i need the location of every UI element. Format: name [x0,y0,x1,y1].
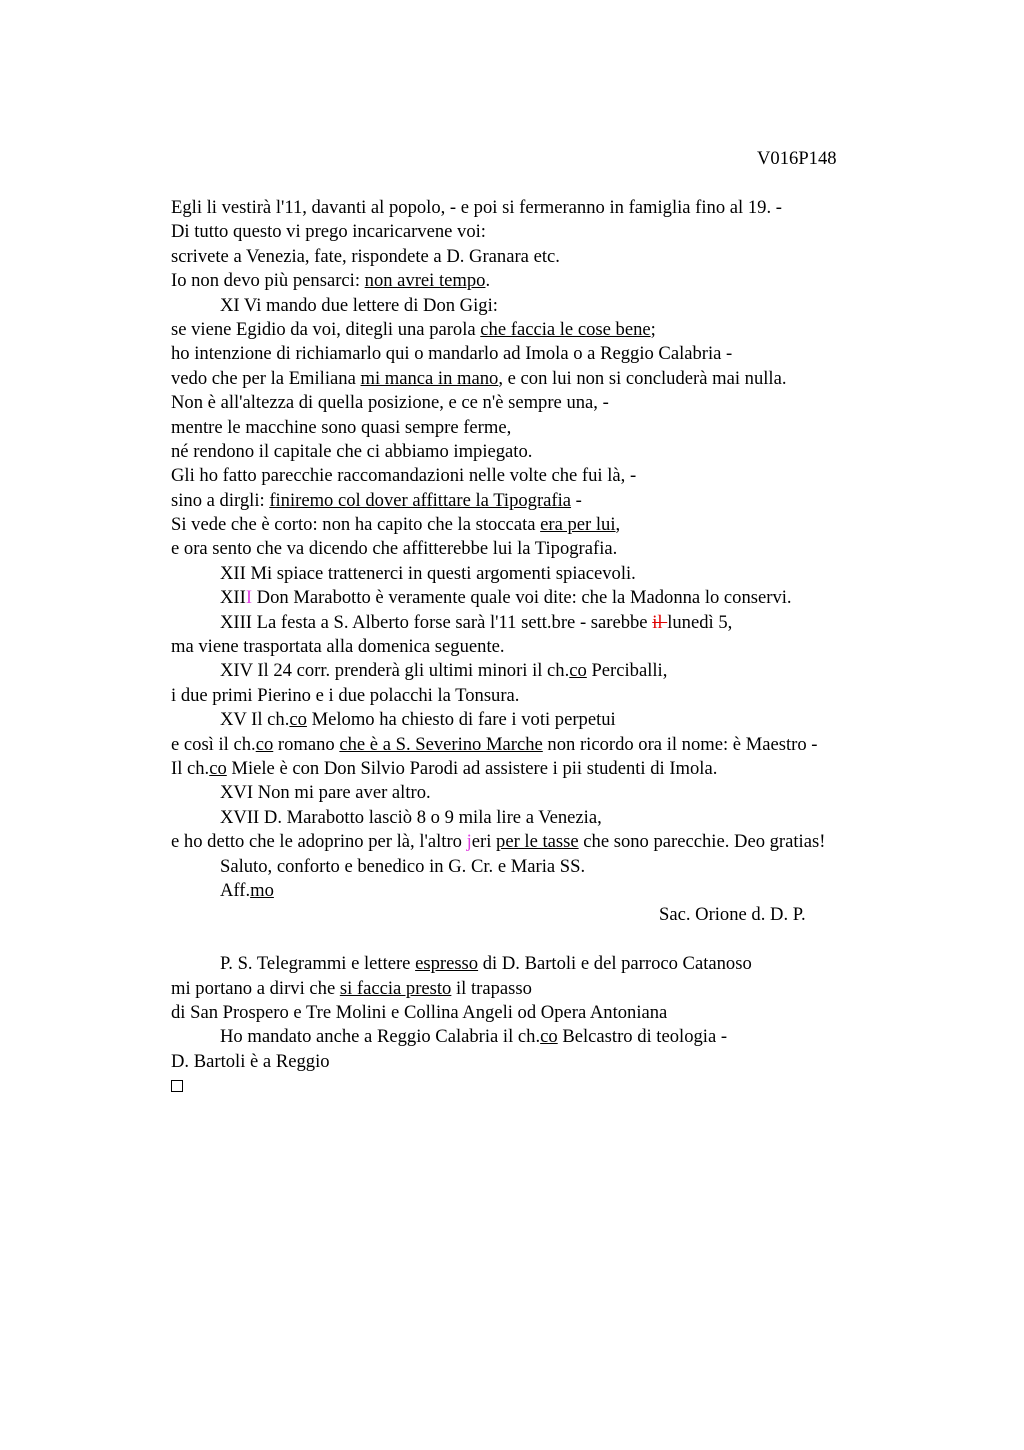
text-line: mi portano a dirvi che si faccia presto il trapasso [171,977,532,999]
text-line: XV Il ch.co Melomo ha chiesto di fare i voti perpetui [220,709,616,731]
text-line: Di tutto questo vi prego incaricarvene voi: [171,221,486,243]
underlined-text: finiremo col dover affittare la Tipografia [269,489,572,511]
text-line: e così il ch.co romano che è a S. Severino Marche non ricordo ora il nome: è Maestro - [171,733,818,755]
underlined-text: co [209,757,227,779]
text-line: e ora sento che va dicendo che affitterebbe lui la Tipografia. [171,538,618,560]
underlined-text: per le tasse [496,831,579,853]
signature: Sac. Orione d. D. P. [659,904,806,926]
text-line: Ho mandato anche a Reggio Calabria il ch.co Belcastro di teologia - [220,1026,728,1048]
text-line: XIII La festa a S. Alberto forse sarà l'11 sett.bre - sarebbe il lunedì 5, [220,611,733,633]
checkbox-square-icon [171,1080,183,1092]
text-line: XVI Non mi pare aver altro. [220,782,431,804]
text-line: vedo che per la Emiliana mi manca in mano, e con lui non si concluderà mai nulla. [171,367,787,389]
text-line: P. S. Telegrammi e lettere espresso di D. Bartoli e del parroco Catanoso [220,953,752,975]
underlined-text: si faccia presto [339,977,452,999]
text-line: XII Mi spiace trattenerci in questi argomenti spiacevoli. [220,562,636,584]
underlined-text: co [540,1026,558,1048]
text-line: se viene Egidio da voi, ditegli una parola che faccia le cose bene; [171,318,656,340]
underlined-text: co [289,709,307,731]
letter-body [171,196,1001,1098]
inserted-char: I [245,587,253,609]
underlined-text: espresso [415,953,479,975]
text-line: di San Prospero e Tre Molini e Collina Angeli od Opera Antoniana [171,1001,668,1023]
text-line: ma viene trasportata alla domenica seguente. [171,636,505,658]
text-line: Egli li vestirà l'11, davanti al popolo, - e poi si fermeranno in famiglia fino al 19. - [171,197,782,218]
text-line: mentre le macchine sono quasi sempre ferme, [171,416,512,438]
underlined-text: co [569,660,587,682]
text-line: né rendono il capitale che ci abbiamo impiegato. [171,440,533,462]
text-line: e ho detto che le adoprino per là, l'altro jeri per le tasse che sono parecchie. Deo gratias! [171,831,826,853]
underlined-text: mo [250,879,274,901]
text-line: XVII D. Marabotto lasciò 8 o 9 mila lire a Venezia, [220,806,602,828]
text-line: sino a dirgli: finiremo col dover affittare la Tipografia - [171,489,582,511]
underlined-text: co [255,733,274,755]
underlined-text: che è a S. Severino Marche [339,733,543,755]
text-line: XIV Il 24 corr. prenderà gli ultimi minori il ch.co Perciballi, [220,660,668,682]
text-line: Si vede che è corto: non ha capito che la stoccata era per lui, [171,514,621,536]
text-line: Gli ho fatto parecchie raccomandazioni nelle volte che fui là, - [171,465,637,487]
text-line: Non è all'altezza di quella posizione, e ce n'è sempre una, - [171,392,609,414]
text-line: scrivete a Venezia, fate, rispondete a D. Granara etc. [171,245,560,267]
deleted-text: il [652,611,668,633]
text-line: D. Bartoli è a Reggio [171,1050,330,1072]
underlined-text: era per lui [540,514,616,536]
text-line: Saluto, conforto e benedico in G. Cr. e Maria SS. [220,855,586,877]
underlined-text: mi manca in mano [360,367,499,389]
inserted-char: j [466,831,472,853]
blank-line [171,928,1001,952]
underlined-text: che faccia le cose bene [480,318,651,340]
underlined-text: non avrei tempo [364,270,486,292]
text-line: XIII Don Marabotto è veramente quale voi dite: che la Madonna lo conservi. [220,587,792,609]
text-line: ho intenzione di richiamarlo qui o mandarlo ad Imola o a Reggio Calabria - [171,343,733,365]
text-line [171,1074,1001,1098]
text-line: i due primi Pierino e i due polacchi la Tonsura. [171,684,520,706]
page-id: V016P148 [757,148,837,169]
text-line: XI Vi mando due lettere di Don Gigi: [220,294,498,316]
text-line: Il ch.co Miele è con Don Silvio Parodi ad assistere i pii studenti di Imola. [171,757,718,779]
text-line: Io non devo più pensarci: non avrei tempo. [171,270,491,292]
text-line: Aff.mo [220,879,274,901]
